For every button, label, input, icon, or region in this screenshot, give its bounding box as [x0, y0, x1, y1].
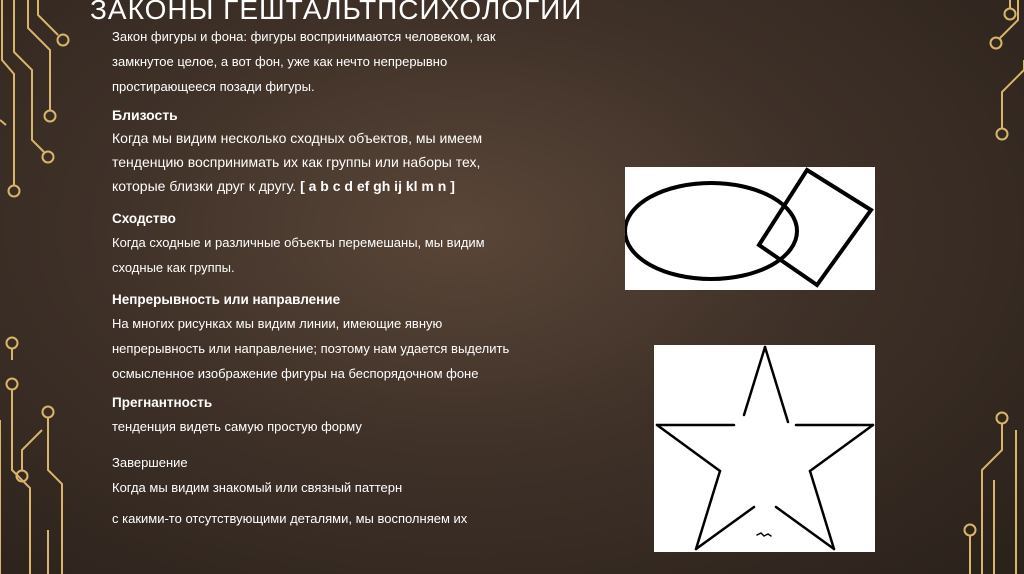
proximity-heading: Близость — [112, 107, 178, 123]
circuit-decoration-right — [954, 0, 1024, 574]
closure-section — [112, 450, 592, 500]
similarity-heading: Сходство — [112, 211, 176, 226]
closure-extra-line: с какими-то отсутствующими деталями, мы восполняем их — [112, 511, 468, 526]
ellipse-shape — [625, 183, 797, 279]
proximity-line — [112, 174, 592, 198]
closure-extra-section — [112, 506, 592, 531]
pragnanz-line: тенденция видеть самую простую форму — [112, 419, 362, 434]
proximity-last-line: которые близки друг к другу. — [112, 178, 297, 194]
broken-star-figure — [654, 345, 875, 552]
circuit-decoration-left — [0, 0, 80, 574]
tilted-square-shape — [759, 170, 871, 285]
continuity-heading: Непрерывность или направление — [112, 292, 341, 307]
closure-heading: Завершение — [112, 455, 188, 470]
pragnanz-heading: Прегнантность — [112, 395, 213, 410]
proximity-section — [112, 104, 592, 198]
continuity-line: На многих рисунках мы видим линии, имеющие явную — [112, 316, 443, 331]
similarity-line: сходные как группы. — [112, 260, 235, 275]
pragnanz-section — [112, 392, 592, 439]
continuity-section — [112, 289, 592, 386]
similarity-line: Когда сходные и различные объекты перемешаны, мы видим — [112, 235, 485, 250]
slide-title: ЗАКОНЫ ГЕШТАЛЬТПСИХОЛОГИИ — [90, 0, 583, 25]
continuity-line: непрерывность или направление; поэтому нам удается выделить — [112, 341, 510, 356]
ellipse-square-figure — [625, 167, 875, 290]
figure-ground-section — [112, 24, 592, 99]
figure-ground-line: замкнутое целое, а вот фон, уже как нечто непрерывно — [112, 54, 448, 69]
proximity-letters: [ a b c d ef gh ij kl m n ] — [300, 178, 455, 194]
continuity-line: осмысленное изображение фигуры на беспорядочном фоне — [112, 366, 479, 381]
closure-line: Когда мы видим знакомый или связный паттерн — [112, 480, 403, 495]
proximity-line: Когда мы видим несколько сходных объектов, мы имеем — [112, 130, 483, 146]
similarity-section — [112, 208, 592, 280]
proximity-line: тенденцию воспринимать их как группы или наборы тех, — [112, 154, 481, 170]
figure-ground-line: Закон фигуры и фона: фигуры воспринимаются человеком, как — [112, 29, 496, 44]
figure-ground-line: простирающееся позади фигуры. — [112, 79, 315, 94]
